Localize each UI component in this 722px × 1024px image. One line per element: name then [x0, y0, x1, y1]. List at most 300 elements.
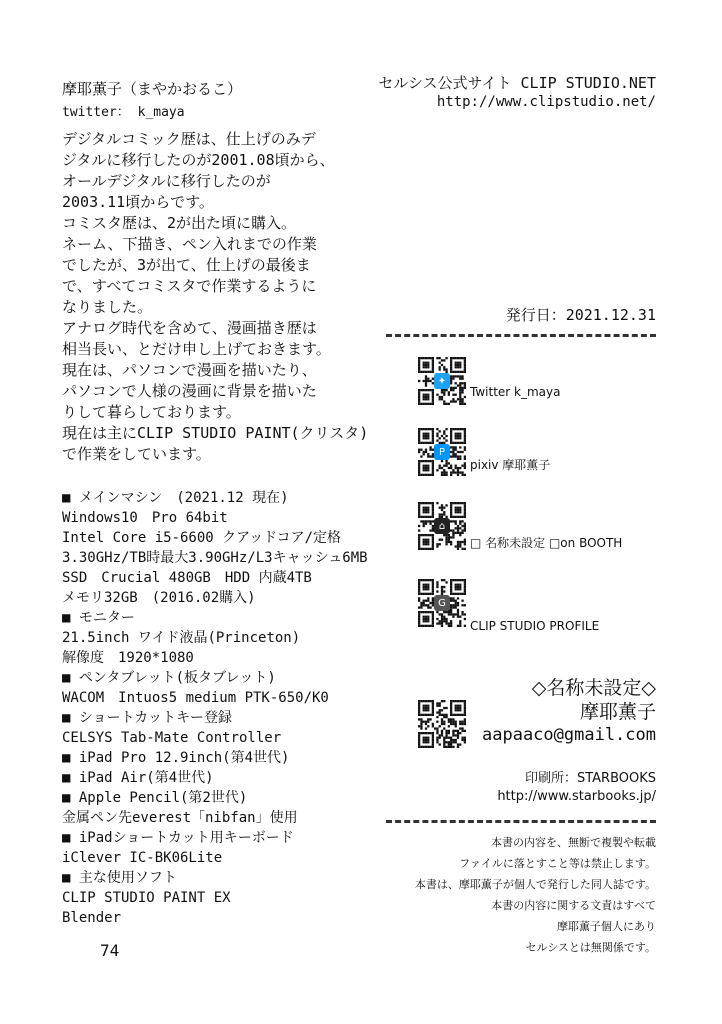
- qr-module: [464, 737, 466, 739]
- spec-line: ■ Apple Pencil(第2世代): [62, 790, 248, 806]
- qr-module: [450, 467, 452, 469]
- qr-module: [423, 525, 425, 527]
- qr-module: [432, 618, 434, 620]
- qr-module: [450, 435, 452, 437]
- bio-line: 2003.11頃からです。: [62, 193, 214, 211]
- qr-module: [432, 368, 434, 370]
- qr-module: [450, 737, 452, 739]
- qr-module: [461, 593, 463, 595]
- qr-module: [464, 446, 466, 448]
- qr-code-clip-studio[interactable]: [418, 579, 466, 627]
- qr-module: [441, 732, 443, 734]
- qr-module: [423, 739, 425, 741]
- qr-module: [425, 378, 427, 380]
- qr-module: [427, 579, 429, 581]
- qr-module: [455, 709, 457, 711]
- pixiv-icon: P: [434, 444, 450, 460]
- qr-module: [418, 539, 420, 541]
- qr-module: [457, 709, 459, 711]
- qr-module: [432, 702, 434, 704]
- qr-module: [459, 723, 461, 725]
- qr-module: [464, 502, 466, 504]
- qr-module: [425, 396, 427, 398]
- qr-module: [452, 469, 454, 471]
- qr-module: [427, 707, 429, 709]
- qr-module: [459, 442, 461, 444]
- qr-module: [464, 579, 466, 581]
- qr-module: [427, 366, 429, 368]
- qr-module: [427, 442, 429, 444]
- qr-module: [445, 428, 447, 430]
- qr-module: [429, 455, 431, 457]
- qr-module: [425, 442, 427, 444]
- qr-module: [425, 616, 427, 618]
- qr-module: [443, 737, 445, 739]
- qr-module: [432, 359, 434, 361]
- qr-module: [418, 705, 420, 707]
- qr-module: [418, 525, 420, 527]
- qr-module: [418, 442, 420, 444]
- qr-module: [425, 705, 427, 707]
- qr-module: [445, 581, 447, 583]
- qr-module: [455, 428, 457, 430]
- qr-module: [457, 384, 459, 386]
- qr-module: [457, 707, 459, 709]
- qr-module: [445, 439, 447, 441]
- qr-module: [448, 622, 450, 624]
- qr-module: [464, 511, 466, 513]
- qr-module: [443, 590, 445, 592]
- qr-module: [432, 734, 434, 736]
- qr-module: [459, 437, 461, 439]
- qr-module: [461, 579, 463, 581]
- qr-module: [464, 723, 466, 725]
- qr-module: [418, 593, 420, 595]
- qr-module: [429, 534, 431, 536]
- qr-module: [420, 723, 422, 725]
- qr-code-booth[interactable]: [418, 502, 466, 550]
- qr-module: [450, 529, 452, 531]
- qr-module: [439, 366, 441, 368]
- qr-module: [461, 387, 463, 389]
- qr-module: [425, 700, 427, 702]
- qr-code-contact[interactable]: [418, 700, 466, 748]
- qr-module: [459, 593, 461, 595]
- qr-module: [457, 371, 459, 373]
- qr-module: [452, 741, 454, 743]
- qr-module: [457, 366, 459, 368]
- qr-module: [441, 588, 443, 590]
- qr-module: [436, 721, 438, 723]
- qr-module: [452, 446, 454, 448]
- spec-line: Intel Core i5-6600 クアッドコア/定格: [62, 530, 342, 546]
- qr-module: [432, 545, 434, 547]
- qr-module: [455, 604, 457, 606]
- qr-module: [450, 389, 452, 391]
- qr-module: [457, 541, 459, 543]
- qr-module: [420, 502, 422, 504]
- qr-module: [420, 455, 422, 457]
- qr-module: [443, 513, 445, 515]
- qr-module: [464, 730, 466, 732]
- qr-module: [452, 453, 454, 455]
- qr-module: [436, 469, 438, 471]
- qr-module: [427, 378, 429, 380]
- qr-module: [441, 460, 443, 462]
- qr-module: [464, 581, 466, 583]
- qr-module: [448, 467, 450, 469]
- qr-module: [418, 433, 420, 435]
- qr-module: [423, 611, 425, 613]
- qr-module: [425, 709, 427, 711]
- qr-module: [452, 371, 454, 373]
- printer-url[interactable]: http://www.starbooks.jp/: [497, 789, 656, 804]
- qr-module: [445, 620, 447, 622]
- qr-module: [427, 465, 429, 467]
- qr-module: [443, 716, 445, 718]
- qr-module: [441, 618, 443, 620]
- qr-module: [432, 746, 434, 748]
- qr-module: [429, 593, 431, 595]
- qr-module: [443, 620, 445, 622]
- qr-module: [455, 523, 457, 525]
- qr-module: [443, 430, 445, 432]
- qr-module: [439, 743, 441, 745]
- qr-module: [457, 442, 459, 444]
- qr-module: [457, 435, 459, 437]
- qr-module: [423, 741, 425, 743]
- qr-module: [450, 502, 452, 504]
- qr-module: [464, 613, 466, 615]
- qr-module: [461, 398, 463, 400]
- qr-module: [432, 507, 434, 509]
- qr-module: [450, 455, 452, 457]
- qr-module: [452, 451, 454, 453]
- qr-module: [450, 743, 452, 745]
- qr-module: [418, 430, 420, 432]
- qr-module: [443, 469, 445, 471]
- qr-module: [439, 543, 441, 545]
- qr-module: [459, 384, 461, 386]
- qr-module: [459, 743, 461, 745]
- qr-module: [418, 732, 420, 734]
- qr-module: [441, 579, 443, 581]
- qr-module: [425, 394, 427, 396]
- author-bio: [62, 129, 368, 465]
- qr-code-pixiv[interactable]: [418, 428, 466, 476]
- qr-module: [445, 536, 447, 538]
- qr-module: [457, 616, 459, 618]
- qr-module: [418, 534, 420, 536]
- qr-module: [441, 539, 443, 541]
- qr-module: [420, 460, 422, 462]
- qr-module: [427, 371, 429, 373]
- site-url[interactable]: http://www.clipstudio.net/: [436, 94, 656, 110]
- qr-module: [420, 428, 422, 430]
- qr-module: [418, 449, 420, 451]
- qr-module: [425, 502, 427, 504]
- qr-module: [452, 529, 454, 531]
- qr-module: [418, 711, 420, 713]
- qr-module: [423, 714, 425, 716]
- qr-module: [418, 359, 420, 361]
- qr-module: [420, 721, 422, 723]
- qr-module: [418, 460, 420, 462]
- qr-module: [452, 723, 454, 725]
- qr-module: [459, 509, 461, 511]
- qr-module: [427, 714, 429, 716]
- qr-module: [429, 357, 431, 359]
- qr-module: [418, 398, 420, 400]
- qr-module: [452, 455, 454, 457]
- qr-module: [455, 509, 457, 511]
- qr-module: [418, 504, 420, 506]
- qr-module: [443, 400, 445, 402]
- qr-module: [436, 439, 438, 441]
- qr-module: [464, 474, 466, 476]
- qr-module: [418, 362, 420, 364]
- qr-module: [450, 543, 452, 545]
- qr-module: [443, 359, 445, 361]
- qr-module: [423, 618, 425, 620]
- qr-module: [423, 625, 425, 627]
- qr-module: [452, 613, 454, 615]
- qr-module: [441, 507, 443, 509]
- qr-module: [464, 529, 466, 531]
- qr-module: [457, 730, 459, 732]
- qr-module: [461, 525, 463, 527]
- qr-module: [464, 449, 466, 451]
- qr-module: [418, 389, 420, 391]
- qr-module: [439, 465, 441, 467]
- qr-pattern: [418, 700, 466, 748]
- qr-module: [450, 387, 452, 389]
- qr-module: [448, 741, 450, 743]
- qr-module: [420, 602, 422, 604]
- qr-module: [443, 707, 445, 709]
- spec-line: 3.30GHz/TB時最大3.90GHz/L3キャッシュ6MB: [62, 550, 368, 566]
- qr-module: [432, 509, 434, 511]
- qr-module: [445, 611, 447, 613]
- qr-module: [432, 389, 434, 391]
- qr-module: [427, 737, 429, 739]
- qr-module: [432, 502, 434, 504]
- qr-module: [420, 714, 422, 716]
- qr-module: [455, 375, 457, 377]
- qr-module: [425, 707, 427, 709]
- author-name: 摩耶薫子（まやかおるこ）: [62, 80, 243, 98]
- qr-module: [457, 532, 459, 534]
- qr-module: [457, 516, 459, 518]
- qr-module: [459, 709, 461, 711]
- qr-module: [418, 545, 420, 547]
- qr-module: [432, 391, 434, 393]
- divider-bottom: [386, 820, 656, 823]
- qr-module: [427, 428, 429, 430]
- qr-module: [452, 732, 454, 734]
- qr-module: [452, 597, 454, 599]
- qr-module: [461, 604, 463, 606]
- qr-module: [420, 746, 422, 748]
- qr-module: [441, 504, 443, 506]
- qr-module: [423, 403, 425, 405]
- qr-module: [423, 362, 425, 364]
- qr-module: [441, 709, 443, 711]
- qr-module: [448, 462, 450, 464]
- qr-module: [418, 579, 420, 581]
- qr-module: [457, 597, 459, 599]
- qr-module: [450, 471, 452, 473]
- qr-module: [455, 606, 457, 608]
- qr-module: [450, 442, 452, 444]
- qr-module: [457, 529, 459, 531]
- qr-module: [427, 739, 429, 741]
- qr-module: [459, 705, 461, 707]
- qr-module: [418, 471, 420, 473]
- qr-module: [457, 525, 459, 527]
- qr-module: [439, 539, 441, 541]
- qr-module: [425, 384, 427, 386]
- qr-module: [432, 548, 434, 550]
- qr-module: [425, 523, 427, 525]
- qr-module: [441, 391, 443, 393]
- spec-line: iClever IC-BK06Lite: [62, 850, 223, 866]
- qr-module: [429, 606, 431, 608]
- qr-module: [423, 460, 425, 462]
- qr-module: [464, 433, 466, 435]
- bio-line: で作業をしています。: [62, 445, 211, 463]
- qr-module: [452, 600, 454, 602]
- spec-line: 21.5inch ワイド液晶(Princeton): [62, 630, 301, 646]
- qr-module: [441, 723, 443, 725]
- qr-module: [418, 371, 420, 373]
- bio-line: オールデジタルに移行したのが: [62, 172, 271, 190]
- qr-module: [450, 718, 452, 720]
- qr-module: [423, 523, 425, 525]
- qr-module: [464, 541, 466, 543]
- qr-module: [427, 364, 429, 366]
- qr-module: [418, 368, 420, 370]
- qr-module: [418, 403, 420, 405]
- qr-module: [452, 593, 454, 595]
- qr-module: [432, 504, 434, 506]
- qr-module: [448, 394, 450, 396]
- qr-module: [455, 520, 457, 522]
- qr-module: [459, 545, 461, 547]
- qr-module: [450, 430, 452, 432]
- qr-module: [455, 471, 457, 473]
- qr-module: [457, 527, 459, 529]
- bio-line: 現在は、パソコンで漫画を描いたり、: [62, 361, 317, 379]
- qr-module: [459, 616, 461, 618]
- qr-module: [429, 389, 431, 391]
- qr-module: [423, 389, 425, 391]
- qr-module: [427, 511, 429, 513]
- qr-module: [432, 536, 434, 538]
- qr-module: [432, 394, 434, 396]
- qr-module: [420, 700, 422, 702]
- qr-module: [459, 467, 461, 469]
- qr-module: [464, 428, 466, 430]
- circle-email[interactable]: aapaaco@gmail.com: [482, 725, 656, 745]
- qr-module: [455, 366, 457, 368]
- qr-module: [455, 387, 457, 389]
- qr-module: [448, 743, 450, 745]
- qr-module: [455, 362, 457, 364]
- qr-module: [459, 541, 461, 543]
- qr-module: [459, 398, 461, 400]
- qr-module: [436, 428, 438, 430]
- qr-module: [432, 579, 434, 581]
- qr-module: [427, 474, 429, 476]
- qr-module: [420, 520, 422, 522]
- qr-code-twitter[interactable]: [418, 357, 466, 405]
- qr-module: [439, 734, 441, 736]
- qr-module: [457, 746, 459, 748]
- qr-module: [432, 362, 434, 364]
- qr-module: [457, 509, 459, 511]
- qr-module: [445, 714, 447, 716]
- qr-module: [443, 368, 445, 370]
- qr-module: [420, 389, 422, 391]
- qr-module: [457, 507, 459, 509]
- qr-module: [461, 378, 463, 380]
- qr-module: [457, 357, 459, 359]
- qr-module: [439, 702, 441, 704]
- qr-module: [432, 437, 434, 439]
- qr-module: [427, 718, 429, 720]
- qr-module: [423, 584, 425, 586]
- qr-module: [452, 520, 454, 522]
- qr-module: [425, 371, 427, 373]
- qr-module: [425, 375, 427, 377]
- qr-module: [459, 727, 461, 729]
- qr-module: [429, 449, 431, 451]
- qr-module: [445, 403, 447, 405]
- qr-module: [436, 730, 438, 732]
- qr-module: [439, 507, 441, 509]
- qr-module: [432, 611, 434, 613]
- spec-line: CELSYS Tab-Mate Controller: [62, 730, 282, 746]
- qr-module: [418, 625, 420, 627]
- qr-module: [427, 389, 429, 391]
- qr-module: [443, 403, 445, 405]
- qr-module: [450, 516, 452, 518]
- qr-module: [450, 509, 452, 511]
- qr-module: [432, 534, 434, 536]
- qr-module: [432, 586, 434, 588]
- qr-module: [445, 539, 447, 541]
- qr-module: [423, 746, 425, 748]
- qr-module: [418, 391, 420, 393]
- qr-module: [441, 513, 443, 515]
- qr-module: [450, 625, 452, 627]
- qr-module: [459, 523, 461, 525]
- qr-module: [429, 625, 431, 627]
- qr-module: [457, 428, 459, 430]
- qr-module: [450, 446, 452, 448]
- qr-module: [443, 471, 445, 473]
- qr-module: [429, 442, 431, 444]
- qr-module: [461, 700, 463, 702]
- qr-module: [441, 389, 443, 391]
- qr-module: [445, 465, 447, 467]
- qr-module: [429, 474, 431, 476]
- qr-module: [459, 375, 461, 377]
- qr-module: [464, 516, 466, 518]
- qr-module: [418, 357, 420, 359]
- qr-module: [459, 458, 461, 460]
